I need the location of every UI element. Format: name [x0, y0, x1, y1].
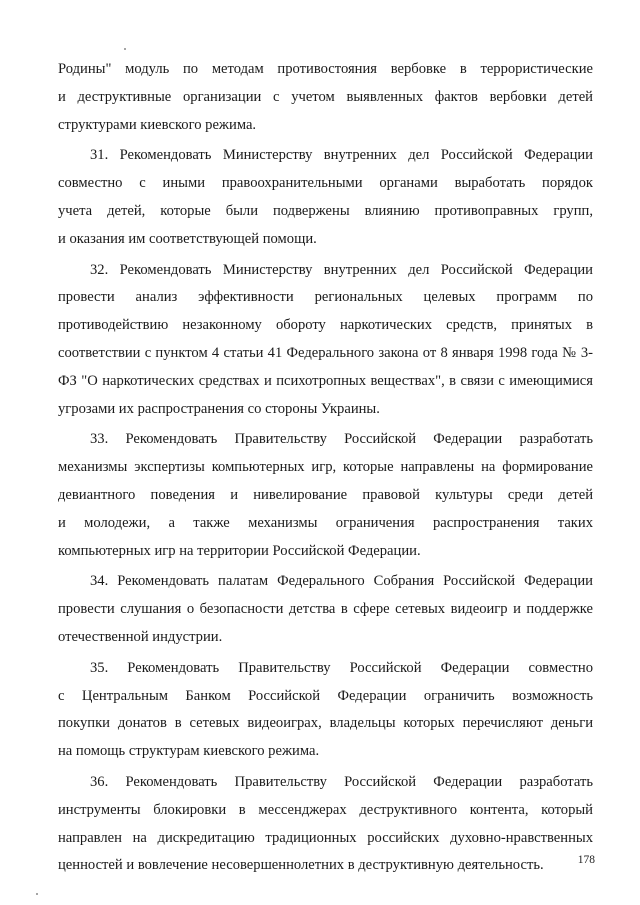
- text-line: соответствии с пунктом 4 статьи 41 Федерального закона от 8 января 1998 года № 3-: [58, 344, 593, 361]
- text-line: 31. Рекомендовать Министерству внутренних дел Российской Федерации: [90, 147, 593, 164]
- text-line: 35. Рекомендовать Правительству Российской Федерации совместно: [90, 659, 593, 676]
- text-line: учета детей, которые были подвержены влиянию противоправных групп,: [58, 202, 593, 219]
- text-line: противодействию незаконному обороту наркотических средств, принятых в: [58, 317, 593, 334]
- page-number: 178: [577, 854, 595, 866]
- text-line: Родины" модуль по методам противостояния вербовке в террористические: [58, 61, 593, 77]
- text-line: структурами киевского режима.: [58, 116, 257, 133]
- paragraph-p32: [58, 257, 593, 424]
- paragraph-cont: [58, 56, 593, 139]
- paragraph-p36: [58, 769, 593, 880]
- text-line: покупки донатов в сетевых видеоиграх, владельцы которых перечисляют деньги: [58, 715, 593, 732]
- text-line: и деструктивные организации с учетом выявленных фактов вербовки детей: [58, 88, 593, 105]
- text-line: 33. Рекомендовать Правительству Российской Федерации разработать: [90, 431, 593, 448]
- paragraph-p31: [58, 142, 593, 253]
- text-line: ценностей и вовлечение несовершеннолетних в деструктивную деятельность.: [58, 857, 544, 874]
- text-line: девиантного поведения и нивелирование правовой культуры среди детей: [58, 486, 593, 503]
- text-line: 32. Рекомендовать Министерству внутренних дел Российской Федерации: [90, 261, 593, 278]
- text-line: инструменты блокировки в мессенджерах деструктивного контента, который: [58, 801, 593, 818]
- text-line: угрозами их распространения со стороны Украины.: [58, 400, 380, 417]
- scan-speck: [124, 48, 126, 50]
- text-line: 34. Рекомендовать палатам Федерального Собрания Российской Федерации: [90, 573, 593, 590]
- text-line: и оказания им соответствующей помощи.: [58, 230, 317, 247]
- text-line: 36. Рекомендовать Правительству Российской Федерации разработать: [90, 773, 593, 790]
- text-line: направлен на дискредитацию традиционных российских духовно-нравственных: [58, 829, 593, 846]
- text-line: механизмы экспертизы компьютерных игр, которые направлены на формирование: [58, 459, 593, 476]
- text-line: компьютерных игр на территории Российской Федерации.: [58, 542, 421, 559]
- paragraph-p33: [58, 426, 593, 565]
- text-line: отечественной индустрии.: [58, 628, 223, 645]
- document-body: [58, 56, 593, 883]
- text-line: провести слушания о безопасности детства в сфере сетевых видеоигр и поддержке: [58, 601, 593, 618]
- text-line: ФЗ "О наркотических средствах и психотропных веществах", в связи с имеющимися: [58, 372, 593, 389]
- text-line: и молодежи, а также механизмы ограничения распространения таких: [58, 514, 593, 531]
- text-line: на помощь структурам киевского режима.: [58, 743, 320, 760]
- text-line: совместно с иными правоохранительными органами выработать порядок: [58, 175, 593, 192]
- text-line: провести анализ эффективности региональных целевых программ по: [58, 289, 593, 306]
- text-line: с Центральным Банком Российской Федерации ограничить возможность: [58, 687, 593, 704]
- paragraph-p35: [58, 655, 593, 766]
- paragraph-p34: [58, 568, 593, 651]
- scan-speck: [36, 893, 38, 895]
